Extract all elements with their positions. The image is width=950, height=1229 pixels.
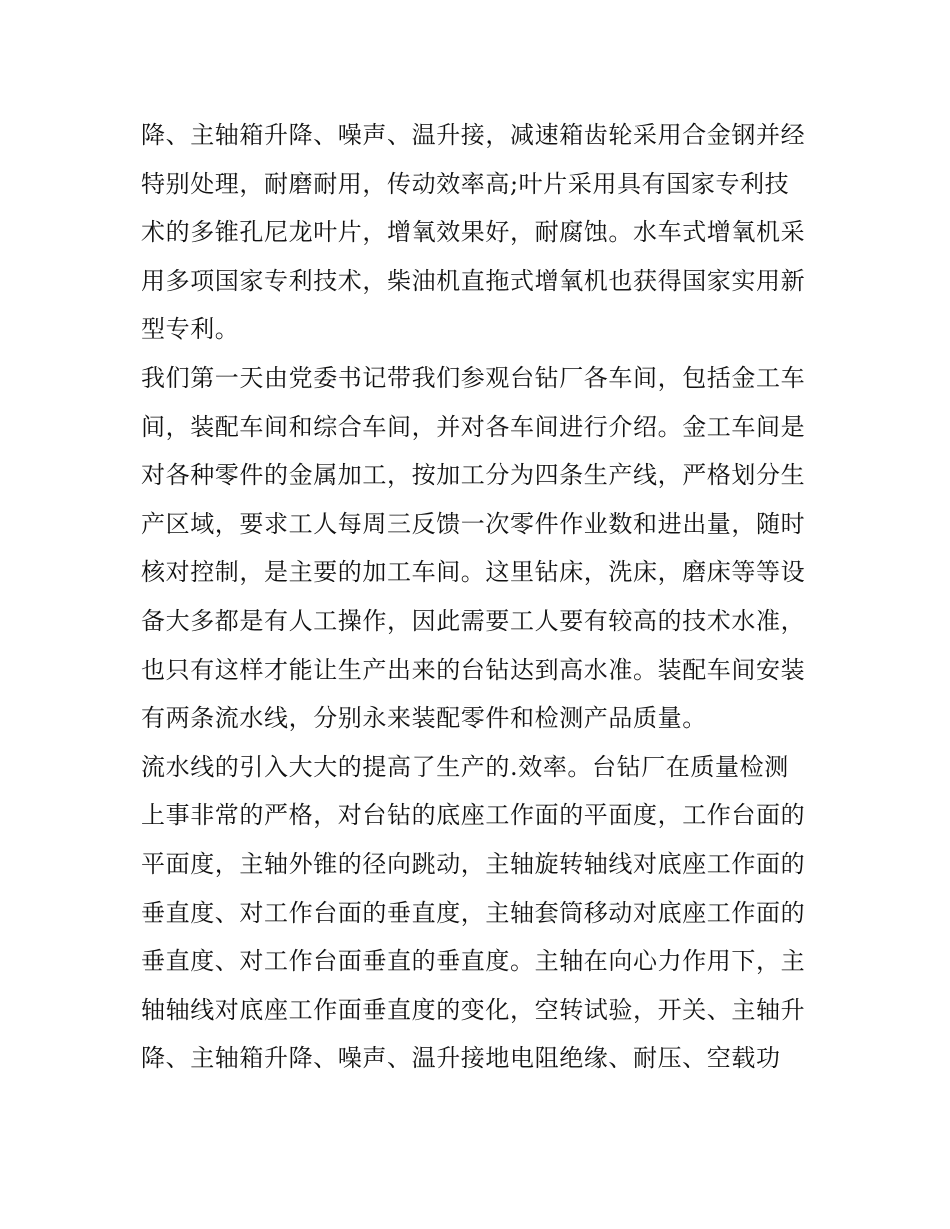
- text-line: 特别处理，耐磨耐用，传动效率高;叶片采用具有国家专利技: [141, 169, 790, 198]
- text-line: 核对控制，是主要的加工车间。这里钻床，洗床，磨床等等设: [141, 558, 806, 587]
- body-text: [141, 111, 821, 1083]
- text-line: 降、主轴箱升降、噪声、温升接地电阻绝缘、耐压、空载功: [141, 1044, 781, 1073]
- text-line: 降、主轴箱升降、噪声、温升接，减速箱齿轮采用合金钢并经: [141, 121, 806, 149]
- text-line: 轴轴线对底座工作面垂直度的变化，空转试验，开关、主轴升: [141, 995, 806, 1024]
- text-line: 垂直度、对工作台面垂直的垂直度。主轴在向心力作用下，主: [141, 947, 806, 976]
- text-line: 我们第一天由党委书记带我们参观台钻厂各车间，包括金工车: [141, 363, 806, 392]
- text-line: 型专利。: [141, 315, 240, 344]
- text-line: 上事非常的严格，对台钻的底座工作面的平面度，工作台面的: [141, 801, 806, 830]
- text-line: 有两条流水线，分别永来装配零件和检测产品质量。: [141, 704, 707, 733]
- text-line: 也只有这样才能让生产出来的台钻达到高水准。装配车间安装: [141, 655, 806, 684]
- text-line: 用多项国家专利技术，柴油机直拖式增氧机也获得国家实用新: [141, 266, 806, 295]
- text-line: 术的多锥孔尼龙叶片，增氧效果好，耐腐蚀。水车式增氧机采: [141, 218, 806, 247]
- text-line: 备大多都是有人工操作，因此需要工人要有较高的技术水准，: [141, 606, 806, 635]
- text-line: 平面度，主轴外锥的径向跳动，主轴旋转轴线对底座工作面的: [141, 849, 806, 878]
- text-line: 对各种零件的金属加工，按加工分为四条生产线，严格划分生: [141, 461, 806, 490]
- text-line: 垂直度、对工作台面的垂直度，主轴套筒移动对底座工作面的: [141, 898, 806, 927]
- text-line: 间，装配车间和综合车间，并对各车间进行介绍。金工车间是: [141, 412, 806, 441]
- text-line: 流水线的引入大大的提高了生产的.效率。台钻厂在质量检测: [141, 752, 789, 781]
- text-line: 产区域，要求工人每周三反馈一次零件作业数和进出量，随时: [141, 509, 806, 538]
